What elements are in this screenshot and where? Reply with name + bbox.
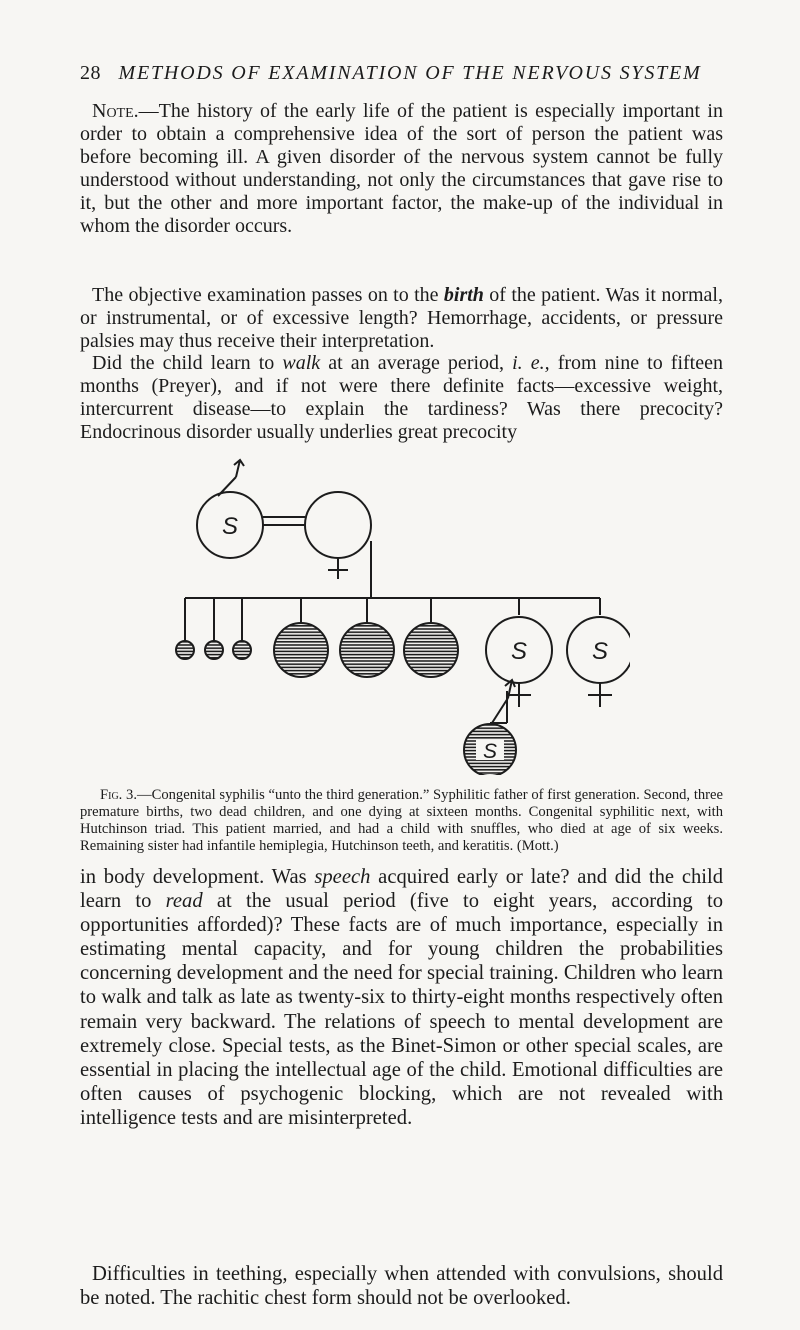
note-label: Note. (92, 100, 139, 122)
birth-text-post: of the patient. Was it normal, or instrumental, or of excessive length? Hemorrhage, accidents, or pressure palsies may thus receive their interpretation. (80, 284, 723, 352)
speech-keyword: speech (314, 866, 371, 888)
cross-gen2-right (588, 683, 612, 707)
gen3-child-label: S (482, 740, 498, 763)
figure-label: Fig. 3. (100, 787, 138, 803)
premature-birth-1 (176, 641, 194, 659)
birth-text-pre: The objective examination passes on to the (92, 284, 444, 306)
speech-text-pre: in body development. Was (80, 866, 315, 888)
gen1-father (197, 492, 263, 558)
marriage-line (263, 517, 305, 525)
birth-paragraph (80, 284, 723, 353)
gen2-descent-line (490, 691, 507, 723)
gen1-death-mark (218, 460, 244, 496)
figure-caption (80, 787, 723, 855)
walk-text-pre: Did the child learn to (92, 352, 283, 374)
running-title: METHODS OF EXAMINATION OF THE NERVOUS SYSTEM (118, 62, 702, 84)
speech-paragraph (80, 865, 723, 1130)
premature-birth-3 (233, 641, 251, 659)
read-keyword: read (165, 890, 203, 913)
remaining-sister-label: S (591, 638, 609, 665)
teething-paragraph: Difficulties in teething, especially when attended with convulsions, should be noted. The rachitic chest form should not be overlooked. (80, 1263, 723, 1309)
premature-birth-2 (205, 641, 223, 659)
speech-text-post: at the usual period (five to eight years, according to opportunities afforded)? These facts are of much importance, especially in estimating mental capacity, and for young children the probabilities concerning development and the need for special training. Children who learn to walk and talk as late as twenty-six to thirty-eight months respectively often remain very backward. The relations of speech to mental development are extremely close. Special tests, as the Binet-Simon or other special scales, are essential in placing the intellectual age of the child. Emotional difficulties are often causes of psychogenic blocking, which are not revealed with intelligence tests and are misinterpreted. (80, 890, 723, 1129)
dead-child-1 (274, 623, 328, 677)
gen3-child (464, 724, 516, 775)
birth-keyword: birth (443, 284, 484, 306)
gen1-mother (305, 492, 371, 558)
walk-paragraph (80, 352, 723, 444)
remaining-sister (567, 617, 630, 683)
pedigree-diagram (150, 455, 630, 775)
running-header (80, 62, 720, 85)
child-died-16-months (404, 623, 458, 677)
ie-abbrev: i. e., (512, 352, 550, 374)
walk-text-post: from nine to fifteen months (Preyer), and if not were there definite facts—excessive weight, intercurrent disease—to explain the tardiness? Was there precocity? Endocrinous disorder usually underlies great precocity (80, 352, 723, 443)
cross-gen1 (328, 558, 348, 579)
walk-keyword: walk (282, 352, 321, 374)
page-number: 28 (80, 62, 101, 84)
note-paragraph (80, 100, 723, 238)
congenital-syphilitic (486, 617, 552, 683)
note-text: —The history of the early life of the patient is especially important in order to obtain a comprehensive idea of the sort of person the patient was before becoming ill. A given disorder of the nervous system cannot be fully understood without understanding, not only the circumstances that gave rise to it, but the other and more important factor, the make-up of the individual in whom the disorder occurs. (80, 100, 723, 237)
dead-child-2 (340, 623, 394, 677)
gen3-death-mark (492, 680, 515, 723)
speech-text-mid: acquired early or late? and did the child learn to (80, 866, 723, 913)
congenital-syphilitic-label: S (510, 638, 528, 665)
gen1-father-label: S (221, 513, 239, 540)
figure-caption-text: —Congenital syphilis “unto the third generation.” Syphilitic father of first generation. Second, three premature births, two dead children, and one dying at sixteen months. Congenital syphilitic next, with Hutchinson triad. This patient married, and had a child with snuffles, who died at age of six weeks. Remaining sister had infantile hemiplegia, Hutchinson teeth, and keratitis. (Mott.) (80, 787, 723, 854)
walk-text-mid: at an average period, (320, 352, 513, 374)
